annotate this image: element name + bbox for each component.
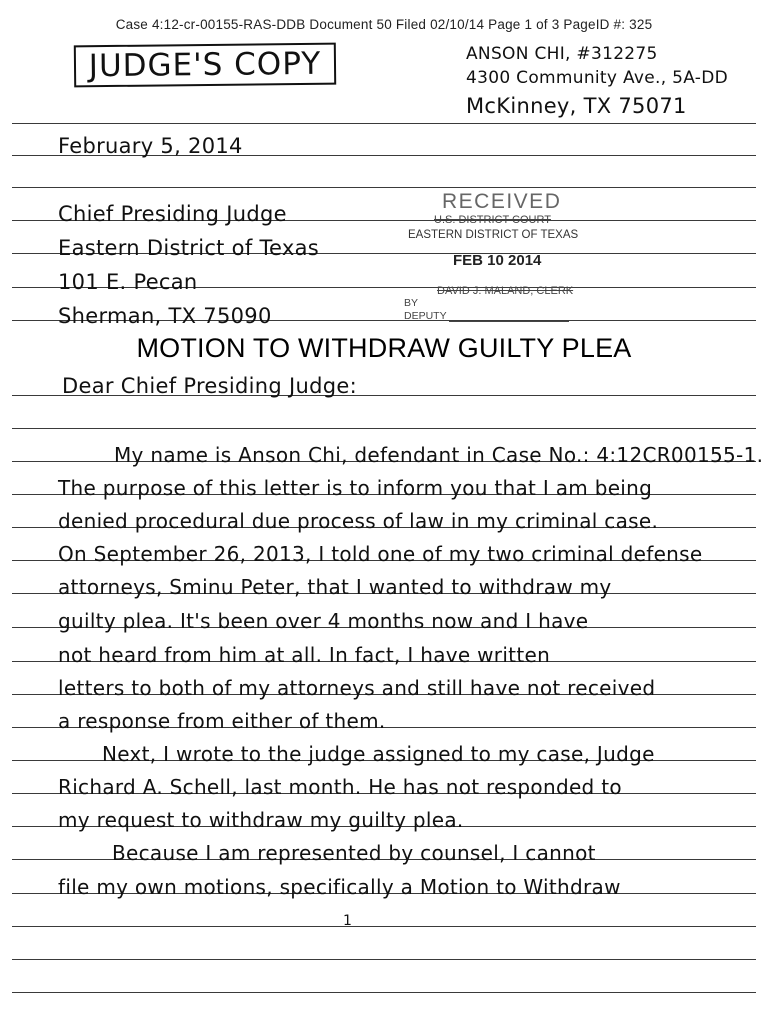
ruled-line — [12, 428, 756, 429]
body-line: On September 26, 2013, I told one of my two criminal defense — [58, 542, 703, 566]
body-line: letters to both of my attorneys and still have not received — [58, 676, 656, 700]
letter-date: February 5, 2014 — [58, 134, 243, 158]
received-stamp-deputy-label: DEPUTY — [404, 310, 447, 322]
received-stamp-court: U.S. DISTRICT COURT — [434, 214, 551, 226]
body-line: attorneys, Sminu Peter, that I wanted to withdraw my — [58, 575, 612, 599]
received-stamp-title: RECEIVED — [442, 190, 562, 213]
filing-header: Case 4:12-cr-00155-RAS-DDB Document 50 Filed 02/10/14 Page 1 of 3 PageID #: 325 — [115, 17, 653, 32]
salutation: Dear Chief Presiding Judge: — [62, 374, 357, 398]
body-line: My name is Anson Chi, defendant in Case No.: 4:12CR00155-1. — [114, 443, 764, 467]
body-line: Next, I wrote to the judge assigned to my case, Judge — [102, 742, 655, 766]
page-number: 1 — [343, 913, 352, 929]
recipient-city: Sherman, TX 75090 — [58, 304, 272, 328]
body-line: file my own motions, specifically a Motion to Withdraw — [58, 875, 621, 899]
body-line: a response from either of them. — [58, 709, 386, 733]
ruled-line — [12, 959, 756, 960]
body-line: Richard A. Schell, last month. He has not responded to — [58, 775, 622, 799]
deputy-signature-line — [449, 321, 569, 322]
ruled-line — [12, 992, 756, 993]
recipient-court: Eastern District of Texas — [58, 236, 320, 260]
ruled-line — [12, 187, 756, 188]
received-stamp-clerk: DAVID J. MALAND, CLERK — [437, 285, 574, 297]
received-stamp-by: BY — [404, 297, 419, 309]
received-stamp-date: FEB 10 2014 — [453, 252, 542, 269]
motion-title: MOTION TO WITHDRAW GUILTY PLEA — [136, 333, 632, 363]
recipient-title: Chief Presiding Judge — [58, 202, 287, 226]
sender-city: McKinney, TX 75071 — [466, 94, 687, 118]
recipient-street: 101 E. Pecan — [58, 270, 198, 294]
judges-copy-stamp: JUDGE'S COPY — [74, 43, 336, 88]
ruled-line — [12, 926, 756, 927]
sender-street: 4300 Community Ave., 5A-DD — [466, 68, 729, 88]
body-line: not heard from him at all. In fact, I have written — [58, 643, 551, 667]
received-stamp-district: EASTERN DISTRICT OF TEXAS — [408, 229, 579, 241]
received-stamp-deputy — [404, 310, 569, 322]
sender-name: ANSON CHI, #312275 — [466, 44, 658, 64]
body-line: The purpose of this letter is to inform you that I am being — [58, 476, 653, 500]
ruled-line — [12, 123, 756, 124]
body-line: denied procedural due process of law in my criminal case. — [58, 509, 659, 533]
body-line: my request to withdraw my guilty plea. — [58, 808, 464, 832]
body-line: Because I am represented by counsel, I cannot — [112, 841, 596, 865]
body-line: guilty plea. It's been over 4 months now and I have — [58, 609, 589, 633]
